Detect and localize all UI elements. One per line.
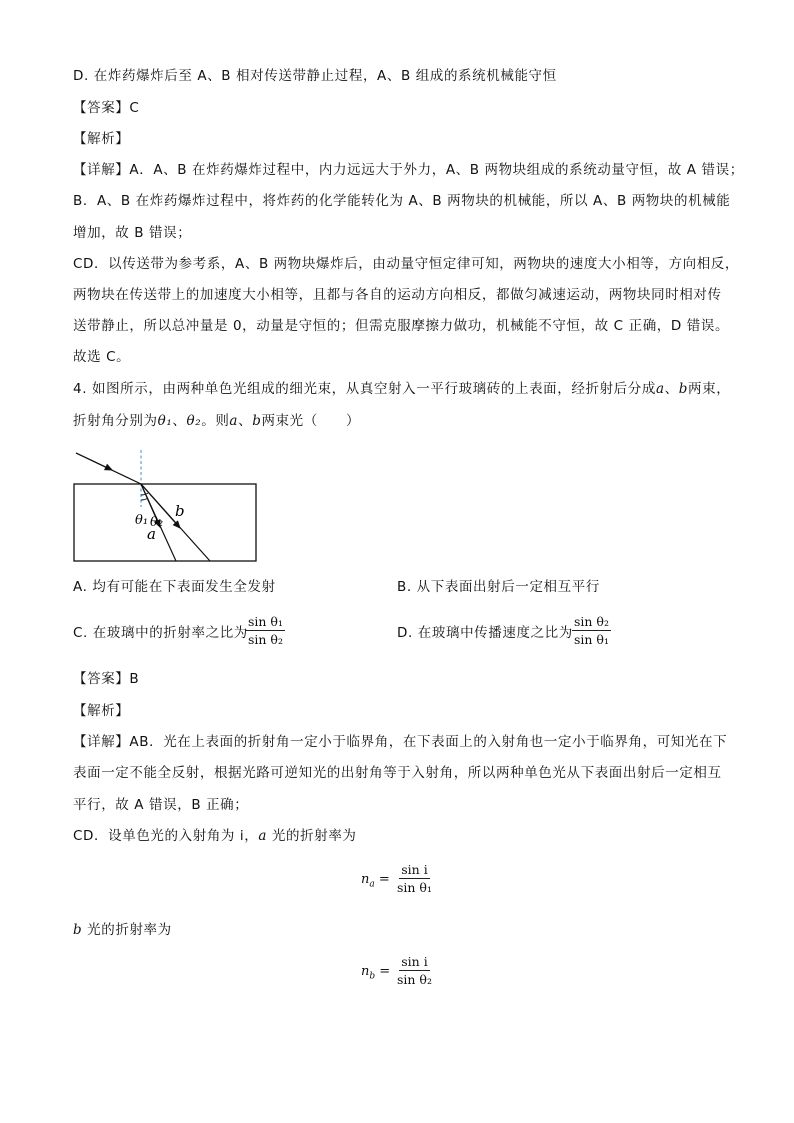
stem2-text-2: 。则 [201,413,230,429]
question-4-stem-line1 [73,379,730,399]
q4-line4-a: a [258,828,268,844]
incident-arrow [76,453,112,470]
detail-line-3: 增加，故 B 错误； [73,225,192,241]
q4-line4-post: 光的折射率为 [267,828,357,844]
stem2-sep: 、 [238,413,253,429]
label-a: a [147,525,156,543]
q4-detail-line-2: 表面一定不能全反射，根据光路可逆知光的出射角等于入射角，所以两种单色光从下表面出射后一定相互 [73,765,722,781]
detail-line-6: 送带静止，所以总冲量是 0，动量是守恒的；但需克服摩擦力做功，机械能不守恒，故 C 正确，D 错误。 [73,318,730,334]
glass-refraction-figure [70,445,270,570]
label-theta1: θ₁ [135,513,149,528]
question-4-stem-line2 [73,411,360,431]
stem2-theta2: θ₂ [186,413,202,429]
q4-b-label: b [73,922,83,938]
stem-b: b [678,381,688,397]
detail-line-4: CD．以传送带为参考系，A、B 两物块爆炸后，由动量守恒定律可知，两物块的速度大小相等，方向相反， [73,256,740,272]
option-c-num: sin θ₁ [248,614,283,629]
stem2-text-1: 折射角分别为 [73,413,158,429]
option-d-fraction [572,614,611,647]
formula-na-fraction [395,862,434,895]
q4-b-line [73,920,172,940]
formula-nb-lhs [361,964,390,982]
detail-line-5: 两物块在传送带上的加速度大小相等，且都与各自的运动方向相反，都做匀减速运动，两物块同时相对传 [73,287,722,303]
option-c-fraction [246,614,285,647]
answer-prev: 【答案】C [73,100,140,116]
formula-na-den: sin θ₁ [397,880,432,895]
formula-nb-sub: b [369,971,376,982]
analysis-label-prev: 【解析】 [73,131,130,147]
stem-a: a [655,381,665,397]
formula-na-lhs [361,872,390,890]
option-c-den: sin θ₂ [248,632,283,647]
q4-detail-line-4 [73,826,357,846]
option-d-den: sin θ₁ [574,632,609,647]
formula-nb-n: n [361,964,370,979]
formula-nb-den: sin θ₂ [397,972,432,987]
stem2-theta1: θ₁ [157,413,173,429]
option-d-num: sin θ₂ [574,614,609,629]
formula-nb-fraction [395,954,434,987]
option-d-prev: D. 在炸药爆炸后至 A、B 相对传送带静止过程，A、B 组成的系统机械能守恒 [73,68,557,84]
stem2-b: b [252,413,262,429]
stem-sep: 、 [664,381,679,397]
formula-na-n: n [361,872,370,887]
detail-line-2: B．A、B 在炸药爆炸过程中，将炸药的化学能转化为 A、B 两物块的机械能，所以 A、B 两物块的机械能 [73,193,731,209]
formula-nb-num: sin i [401,954,428,969]
stem2-text-3: 两束光（ ） [261,413,361,429]
conclusion-prev: 故选 C。 [73,349,131,365]
answer-q4: 【答案】B [73,671,140,687]
option-d-text: D. 在玻璃中传播速度之比为 [397,625,573,641]
formula-nb-eq: = [379,964,391,979]
label-theta2: θ₂ [150,515,164,530]
option-a: A. 均有可能在下表面发生全发射 [73,579,276,595]
q4-line4-pre: CD．设单色光的入射角为 i， [73,828,259,844]
formula-na-eq: = [378,872,390,887]
analysis-label-q4: 【解析】 [73,703,130,719]
stem-text-2: 两束， [688,381,731,397]
q4-detail-line-1: 【详解】AB．光在上表面的折射角一定小于临界角，在下表面上的入射角也一定小于临界角，可知光在下 [73,734,728,750]
angle-arc-1 [141,498,148,500]
stem-text-1: 4. 如图所示，由两种单色光组成的细光束，从真空射入一平行玻璃砖的上表面，经折射后分成 [73,381,656,397]
option-c-text: C. 在玻璃中的折射率之比为 [73,625,248,641]
detail-line-1: 【详解】A．A、B 在炸药爆炸过程中，内力远远大于外力，A、B 两物块组成的系统动量守恒，故 A 错误； [73,162,744,178]
formula-na-num: sin i [401,862,428,877]
label-b: b [175,502,185,520]
stem2-sep-theta: 、 [172,413,187,429]
glass-block [74,484,256,561]
stem2-a: a [229,413,239,429]
option-b: B. 从下表面出射后一定相互平行 [397,579,600,595]
q4-b-text: 光的折射率为 [82,922,172,938]
formula-na-sub: a [369,879,375,890]
q4-detail-line-3: 平行，故 A 错误，B 正确； [73,797,249,813]
